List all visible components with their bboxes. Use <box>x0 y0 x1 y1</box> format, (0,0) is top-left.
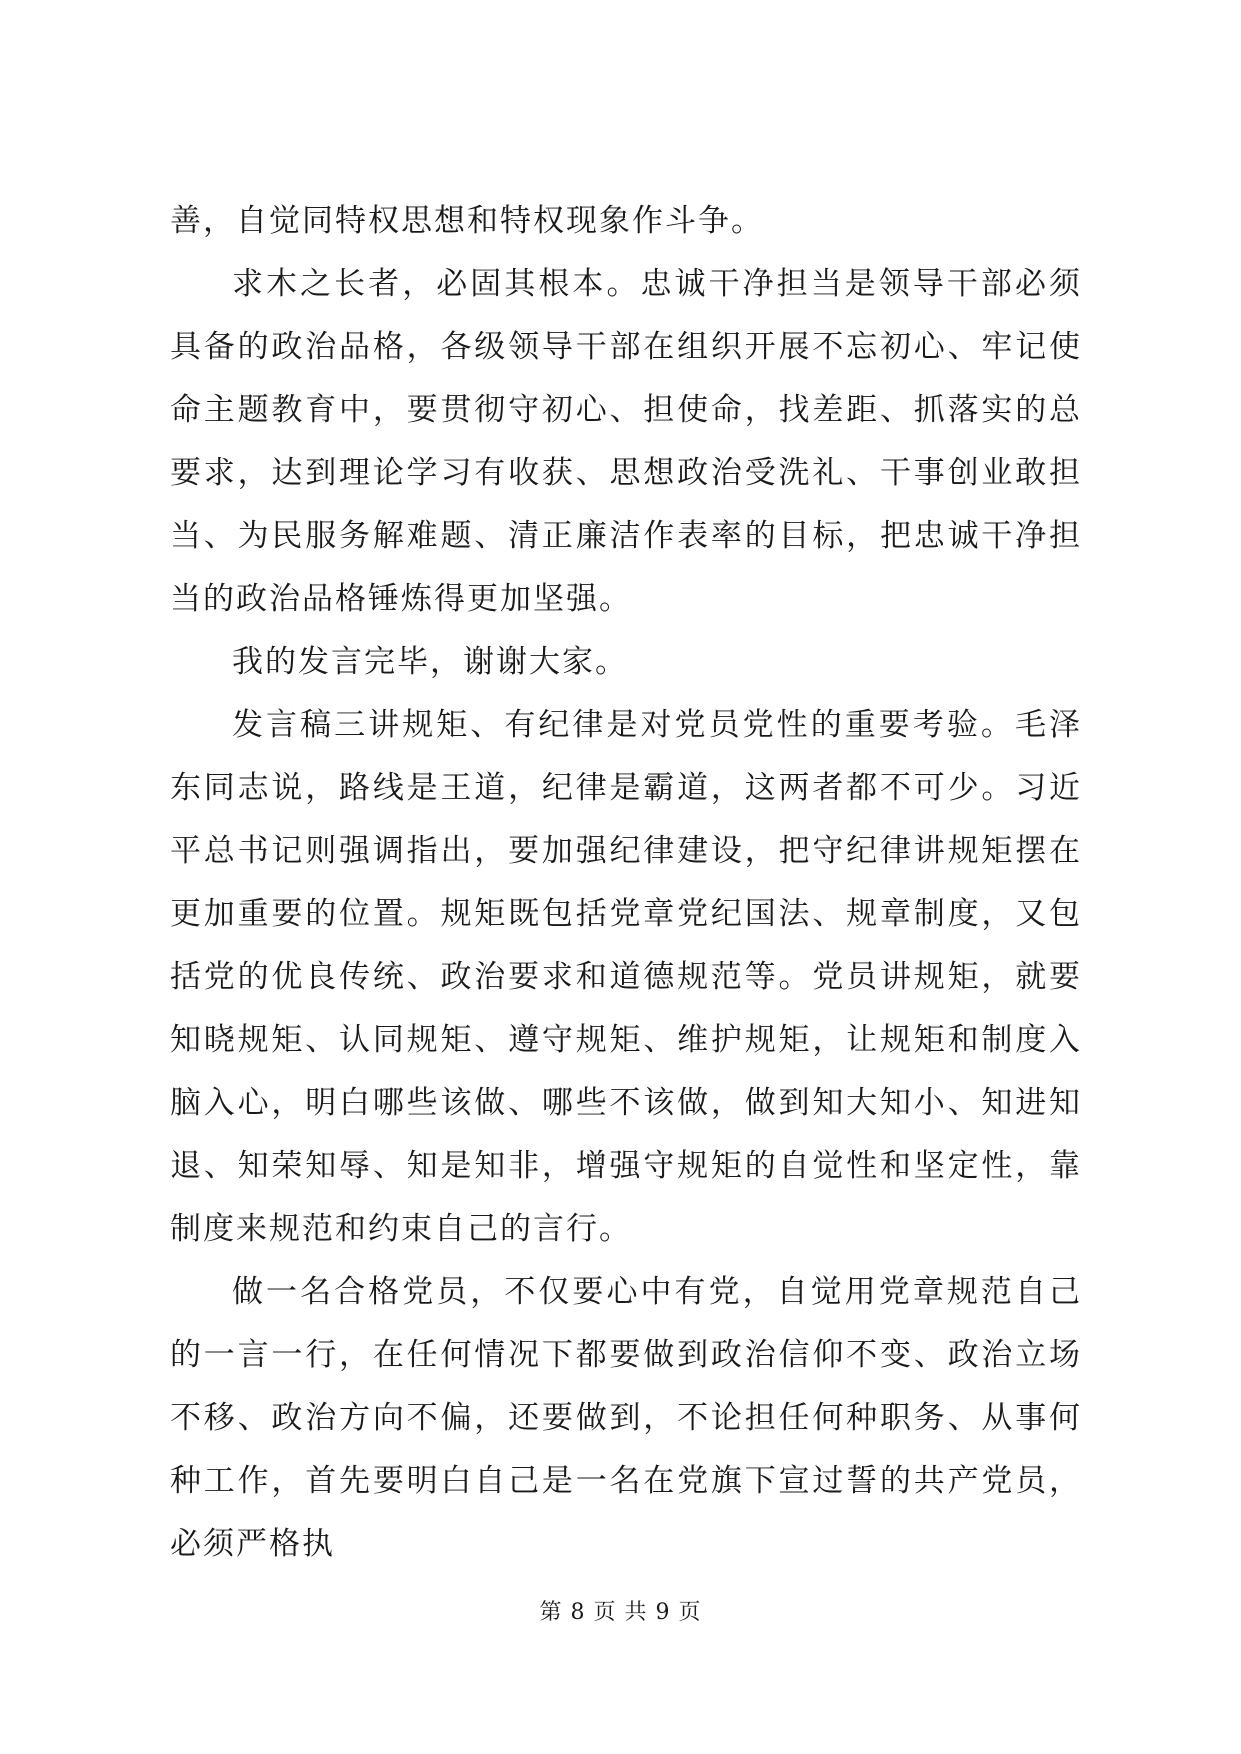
paragraph-1: 善，自觉同特权思想和特权现象作斗争。 <box>170 203 764 239</box>
paragraph-3: 我的发言完毕，谢谢大家。 <box>232 644 628 680</box>
paragraph-5: 做一名合格党员，不仅要心中有党，自觉用党章规范自己的一言一行，在任何情况下都要做到政治信仰不变、政治立场不移、政治方向不偏，还要做到，不论担任何种职务、从事何种工作，首先要明白自己是一名在党旗下宣过誓的共产党员，必须严格执 <box>170 1274 1082 1562</box>
paragraph-2: 求木之长者，必固其根本。忠诚干净担当是领导干部必须具备的政治品格，各级领导干部在组织开展不忘初心、牢记使命主题教育中，要贯彻守初心、担使命，找差距、抓落实的总要求，达到理论学习有收获、思想政治受洗礼、干事创业敢担当、为民服务解难题、清正廉洁作表率的目标，把忠诚干净担当的政治品格锤炼得更加坚强。 <box>170 266 1082 617</box>
page-number-footer: 第 8 页 共 9 页 <box>539 1600 702 1625</box>
paragraph-4: 发言稿三讲规矩、有纪律是对党员党性的重要考验。毛泽东同志说，路线是王道，纪律是霸道，这两者都不可少。习近平总书记则强调指出，要加强纪律建设，把守纪律讲规矩摆在更加重要的位置。规矩既包括党章党纪国法、规章制度，又包括党的优良传统、政治要求和道德规范等。党员讲规矩，就要知晓规矩、认同规矩、遵守规矩、维护规矩，让规矩和制度入脑入心，明白哪些该做、哪些不该做，做到知大知小、知进知退、知荣知辱、知是知非，增强守规矩的自觉性和坚定性，靠制度来规范和约束自己的言行。 <box>170 707 1082 1247</box>
document-body <box>170 190 1082 1576</box>
